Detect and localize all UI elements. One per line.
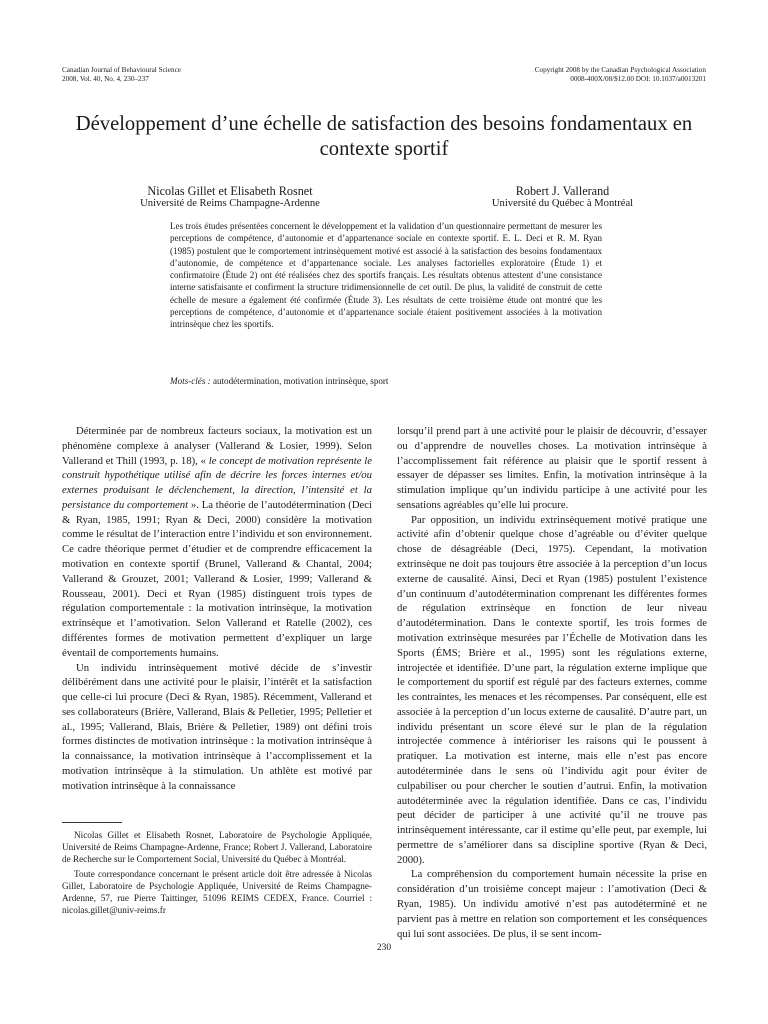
keywords-text: autodétermination, motivation intrinsèque, sport	[212, 376, 389, 386]
footnote-divider	[62, 822, 122, 823]
author-affiliation: Université de Reims Champagne-Ardenne	[140, 198, 320, 209]
paragraph: Un individu intrinsèquement motivé décide de s’investir délibérément dans une activité pour le plaisir, l’intérêt et la satisfaction que celle-ci lui procure (Deci & Ryan, 1985). Récemment, Vallerand et ses collaborateurs (Brière, Vallerand, Blais & Pelletier, 1995; Pelletier et al., 1995; Vallerand, Blais, Brière & Pelletier, 1989) ont défini trois formes distinctes de motivation intrinsèque : la motivation intrinsèque à la connaissance, la motivation intrinsèque à l’accomplissement et la motivation intrinsèque à la stimulation. Un athlète est motivé par motivation intrinsèque à la connaissance	[62, 661, 372, 792]
keywords	[170, 375, 602, 387]
copyright-line: Copyright 2008 by the Canadian Psychological Association	[534, 66, 706, 74]
author-name: Robert J. Vallerand	[515, 184, 610, 198]
footnote-correspondence: Toute correspondance concernant le présent article doit être adressée à Nicolas Gillet, Laboratoire de Psychologie Appliquée, Université de Reims Champagne-Ardenne, 57, rue Pierre Taittinger, 51096 REIMS CEDEX, France. Courriel : nicolas.gillet@univ-reims.fr	[62, 868, 372, 916]
paragraph-text: Déterminée par de nombreux facteurs sociaux, la motivation est un phénomène complexe à analyser (Vallerand & Losier, 1999). Selon Vallerand et Thill (1993, p. 18), «	[62, 425, 372, 467]
journal-header	[62, 66, 181, 84]
paragraph-text: ». La théorie de l’autodétermination (Deci & Ryan, 1985, 1991; Ryan & Deci, 2000) considère la motivation comme le résultat de l’interaction entre l’individu et son environnement. Ce cadre théorique permet d’étudier et de comprendre efficacement la motivation en contexte sportif (Brunel, Vallerand & Chantal, 2004; Vallerand & Grouzet, 2001; Vallerand & Losier, 1999; Vallerand & Rousseau, 2001). Deci et Ryan (1985) distinguent trois types de régulation comportementale : la motivation intrinsèque, la motivation extrinsèque et l’amotivation. Selon Vallerand et Ratelle (2002), ces différentes formes de motivation permettent d’expliquer un large éventail de comportements humains.	[62, 498, 372, 659]
article-title: Développement d’une échelle de satisfaction des besoins fondamentaux en contexte sportif	[75, 113, 693, 160]
abstract: Les trois études présentées concernent le développement et la validation d’un questionnaire permettant de mesurer les perceptions de compétence, d’autonomie et d’appartenance sociale en contexte sportif. E. L. Deci et R. M. Ryan (1985) postulent que le comportement intrinsèquement motivé est associé à la satisfaction des besoins fondamentaux d’autonomie, de compétence et d’appartenance sociale. Les analyses factorielles exploratoire (Étude 1) et confirmatoire (Étude 2) ont été réalisées chez des sportifs français. Les résultats obtenus attestent d’une consistance interne satisfaisante et confirment la structure tridimensionnelle de cet outil. De plus, la validité de construit de cette échelle de mesure a également été confirmée (Étude 3). Les résultats de cette troisième étude ont montré que les perceptions de compétence, d’autonomie et d’appartenance sociale étaient positivement associées à la motivation intrinsèque chez les sportifs.	[170, 221, 602, 330]
keywords-label: Mots-clés :	[170, 376, 211, 386]
body-column-left	[62, 424, 372, 794]
footnote-author-note: Nicolas Gillet et Elisabeth Rosnet, Laboratoire de Psychologie Appliquée, Université de Reims Champagne-Ardenne, France; Robert J. Vallerand, Laboratoire de Recherche sur le Comportement Social, Université du Québec à Montréal.	[62, 830, 372, 865]
quotation: le concept de motivation représente le construit hypothétique utilisé afin de décrire les forces internes et/ou externes produisant le déclenchement, la direction, l’intensité et la persistance du comportement	[62, 454, 373, 511]
author-affiliation: Université du Québec à Montréal	[491, 198, 634, 209]
footnotes	[62, 829, 372, 918]
body-column-right	[397, 424, 707, 940]
page-number: 230	[376, 943, 392, 953]
paragraph	[62, 424, 372, 661]
paragraph: La compréhension du comportement humain nécessite la prise en considération d’un troisième concept majeur : l’amotivation (Deci & Ryan, 1985). Un individu amotivé n’est pas autodéterminé et ne parvient pas à mettre en relation son comportement et les conséquences qui lui sont associées. De plus, il se sent incom-	[397, 868, 707, 940]
copyright-header	[535, 66, 706, 84]
paragraph: lorsqu’il prend part à une activité pour le plaisir de découvrir, d’essayer ou d’apprendre de nouvelles choses. La motivation intrinsèque à l’accomplissement fait référence au plaisir que le sportif ressent à essayer de dépasser ses limites. Enfin, la motivation intrinsèque à la stimulation implique qu’un individu participe à une activité pour les sensations agréables qu’elle lui procure.	[397, 425, 707, 511]
journal-name: Canadian Journal of Behavioural Science	[62, 66, 181, 74]
doi-line: 0008-400X/08/$12.00 DOI: 10.1037/a0013201	[570, 75, 706, 83]
paragraph: Par opposition, un individu extrinsèquement motivé pratique une activité afin d’obtenir quelque chose d’agréable ou d’éviter quelque chose de désagréable (Deci, 1975). Cependant, la motivation extrinsèque ne doit pas toujours être associée à la perception d’un locus externe de causalité. Ainsi, Deci et Ryan (1985) postulent l’existence d’un continuum d’autodétermination comprenant les différentes formes de régulation extrinsèque en fonction de leur niveau d’autodétermination. Dans le contexte sportif, les trois formes de motivation extrinsèque mesurées par l’Échelle de Motivation dans les Sports (ÉMS; Brière et al., 1995) sont les régulations externe, introjectée et identifiée. D’une part, la régulation externe implique que le comportement du sportif est régulé par des facteurs externes, comme les contraintes, les menaces et les récompenses. Par conséquent, elle est associée à la perception d’un locus externe de causalité. D’autre part, un individu présentant un score élevé sur le plan de la régulation introjectée commence à intérioriser les raisons qui le poussent à pratiquer. La motivation est interne, mais elle n’est pas encore autodéterminée dans le sens où l’individu agit pour éviter de culpabiliser ou pour chercher le soutien d’autrui. Enfin, la motivation autodéterminée avec la régulation identifiée. Dans ce cas, l’individu peut décider de participer à une activité qu’il ne trouve pas intrinsèquement intéressante, car il estime qu’elle peut, par exemple, lui permettre de s’améliorer dans sa discipline sportive (Ryan & Deci, 2000).	[397, 513, 707, 866]
journal-volume: 2008, Vol. 40, No. 4, 230–237	[62, 75, 149, 83]
author-block-2	[430, 184, 695, 210]
author-name: Nicolas Gillet et Elisabeth Rosnet	[147, 184, 313, 198]
author-block-1	[80, 184, 380, 210]
